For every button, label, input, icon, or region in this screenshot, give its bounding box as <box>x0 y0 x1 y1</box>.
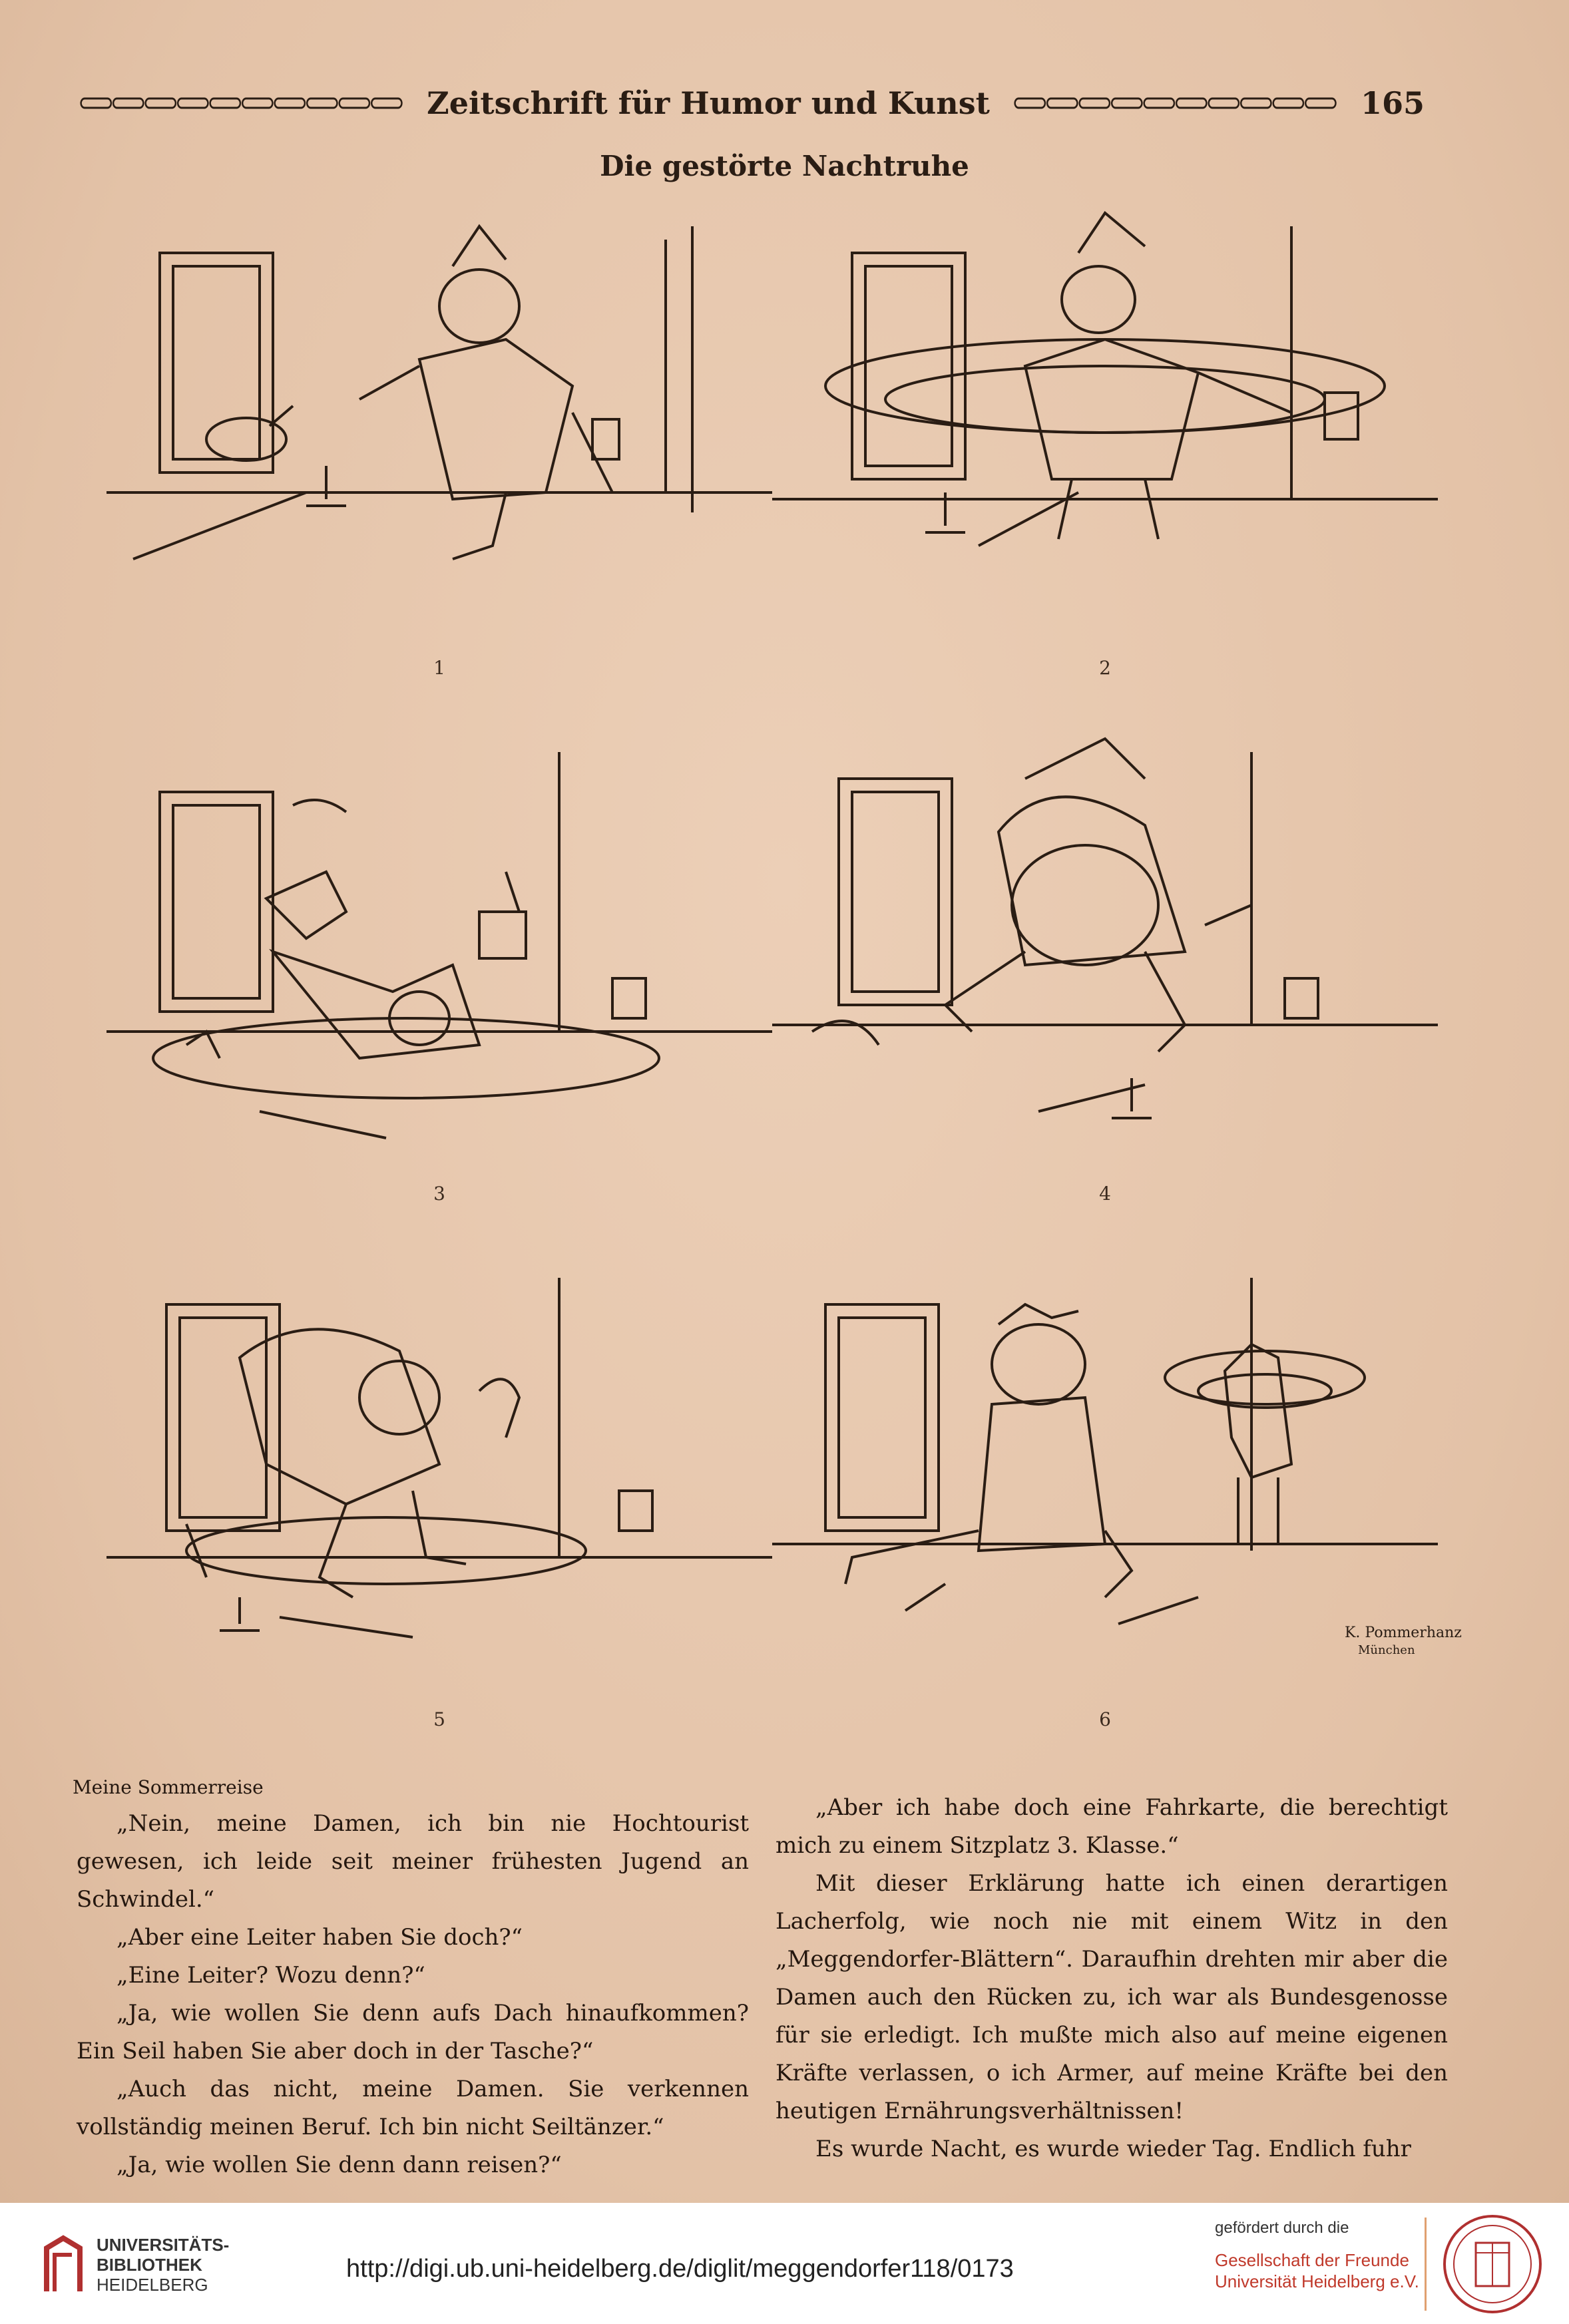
article-paragraph: „Aber ich habe doch eine Fahrkarte, die berechtigt mich zu einem Sitzplatz 3. Klasse.“ <box>776 1794 1448 1859</box>
chain-ornament-right <box>1014 97 1337 109</box>
university-library-name: UNIVERSITÄTS- BIBLIOTHEK HEIDELBERG <box>97 2235 230 2295</box>
article-paragraph: „Auch das nicht, meine Damen. Sie verkennen vollständig meinen Beruf. Ich bin nicht Seiltänzer.“ <box>77 2076 749 2140</box>
panel-number: 1 <box>433 657 445 679</box>
comic-panel-1 <box>107 213 772 679</box>
panel-number: 4 <box>1099 1183 1111 1205</box>
article-paragraph: „Ja, wie wollen Sie denn dann reisen?“ <box>116 2152 562 2178</box>
permalink[interactable]: http://digi.ub.uni-heidelberg.de/diglit/meggendorfer118/0173 <box>346 2255 1014 2283</box>
svg-text:K. Pommerhanz: K. Pommerhanz <box>1345 1625 1462 1641</box>
magazine-title: Zeitschrift für Humor und Kunst <box>427 85 990 121</box>
comic-panel-4 <box>772 739 1438 1205</box>
panel-4-illustration <box>772 739 1438 1151</box>
panel-number: 3 <box>433 1183 445 1205</box>
panel-2-illustration <box>772 213 1438 626</box>
article-paragraph: Mit dieser Erklärung hatte ich einen derartigen Lacherfolg, wie noch nie mit einem Witz in den „Meggendorfer-Blättern“. Daraufhin drehten mir aber die Damen auch den Rücken zu, ich war als Bundesgenosse für sie erledigt. Ich mußte mich also auf meine eigenen Kräfte verlassen, o ich Armer, auf meine Kräfte bei den heutigen Ernährungsverhältnissen! <box>776 1870 1448 2124</box>
comic-panel-2 <box>772 213 1438 679</box>
article-left-column <box>73 1770 749 2184</box>
comic-title: Die gestörte Nachtruhe <box>600 150 969 182</box>
page-number: 165 <box>1360 85 1425 121</box>
article-paragraph: „Nein, meine Damen, ich bin nie Hochtourist gewesen, ich leide seit meiner frühesten Jugend an Schwindel.“ <box>77 1810 749 1913</box>
panel-5-illustration <box>107 1264 772 1677</box>
university-seal-icon <box>1441 2213 1544 2316</box>
panel-6-illustration <box>772 1264 1462 1677</box>
comic-panel-3 <box>107 739 772 1205</box>
panel-number: 2 <box>1099 657 1111 679</box>
comic-panel-6 <box>772 1264 1462 1730</box>
article-title: Meine Sommerreise <box>73 1776 264 1798</box>
sponsor-name: Gesellschaft der Freunde Universität Heidelberg e.V. <box>1215 2250 1419 2291</box>
panel-number: 5 <box>433 1708 445 1730</box>
svg-text:München: München <box>1358 1643 1415 1657</box>
article-paragraph: Es wurde Nacht, es wurde wieder Tag. Endlich fuhr <box>815 2136 1411 2162</box>
article-paragraph: „Ja, wie wollen Sie denn aufs Dach hinaufkommen? Ein Seil haben Sie aber doch in der Tasche?“ <box>77 2000 749 2064</box>
panel-1-illustration <box>107 213 772 626</box>
digitization-footer <box>0 2203 1569 2324</box>
comic-panel-5 <box>107 1264 772 1730</box>
article-paragraph: „Eine Leiter? Wozu denn?“ <box>116 1962 425 1989</box>
footer-divider <box>1425 2218 1427 2311</box>
article-right-column <box>776 1789 1448 2168</box>
running-header <box>80 80 1425 126</box>
panel-3-illustration <box>107 739 772 1151</box>
sponsor-label: gefördert durch die <box>1215 2219 1349 2237</box>
university-library-logo-icon <box>40 2235 87 2295</box>
panel-number: 6 <box>1099 1708 1111 1730</box>
article-paragraph: „Aber eine Leiter haben Sie doch?“ <box>116 1924 523 1951</box>
chain-ornament-left <box>80 97 403 109</box>
